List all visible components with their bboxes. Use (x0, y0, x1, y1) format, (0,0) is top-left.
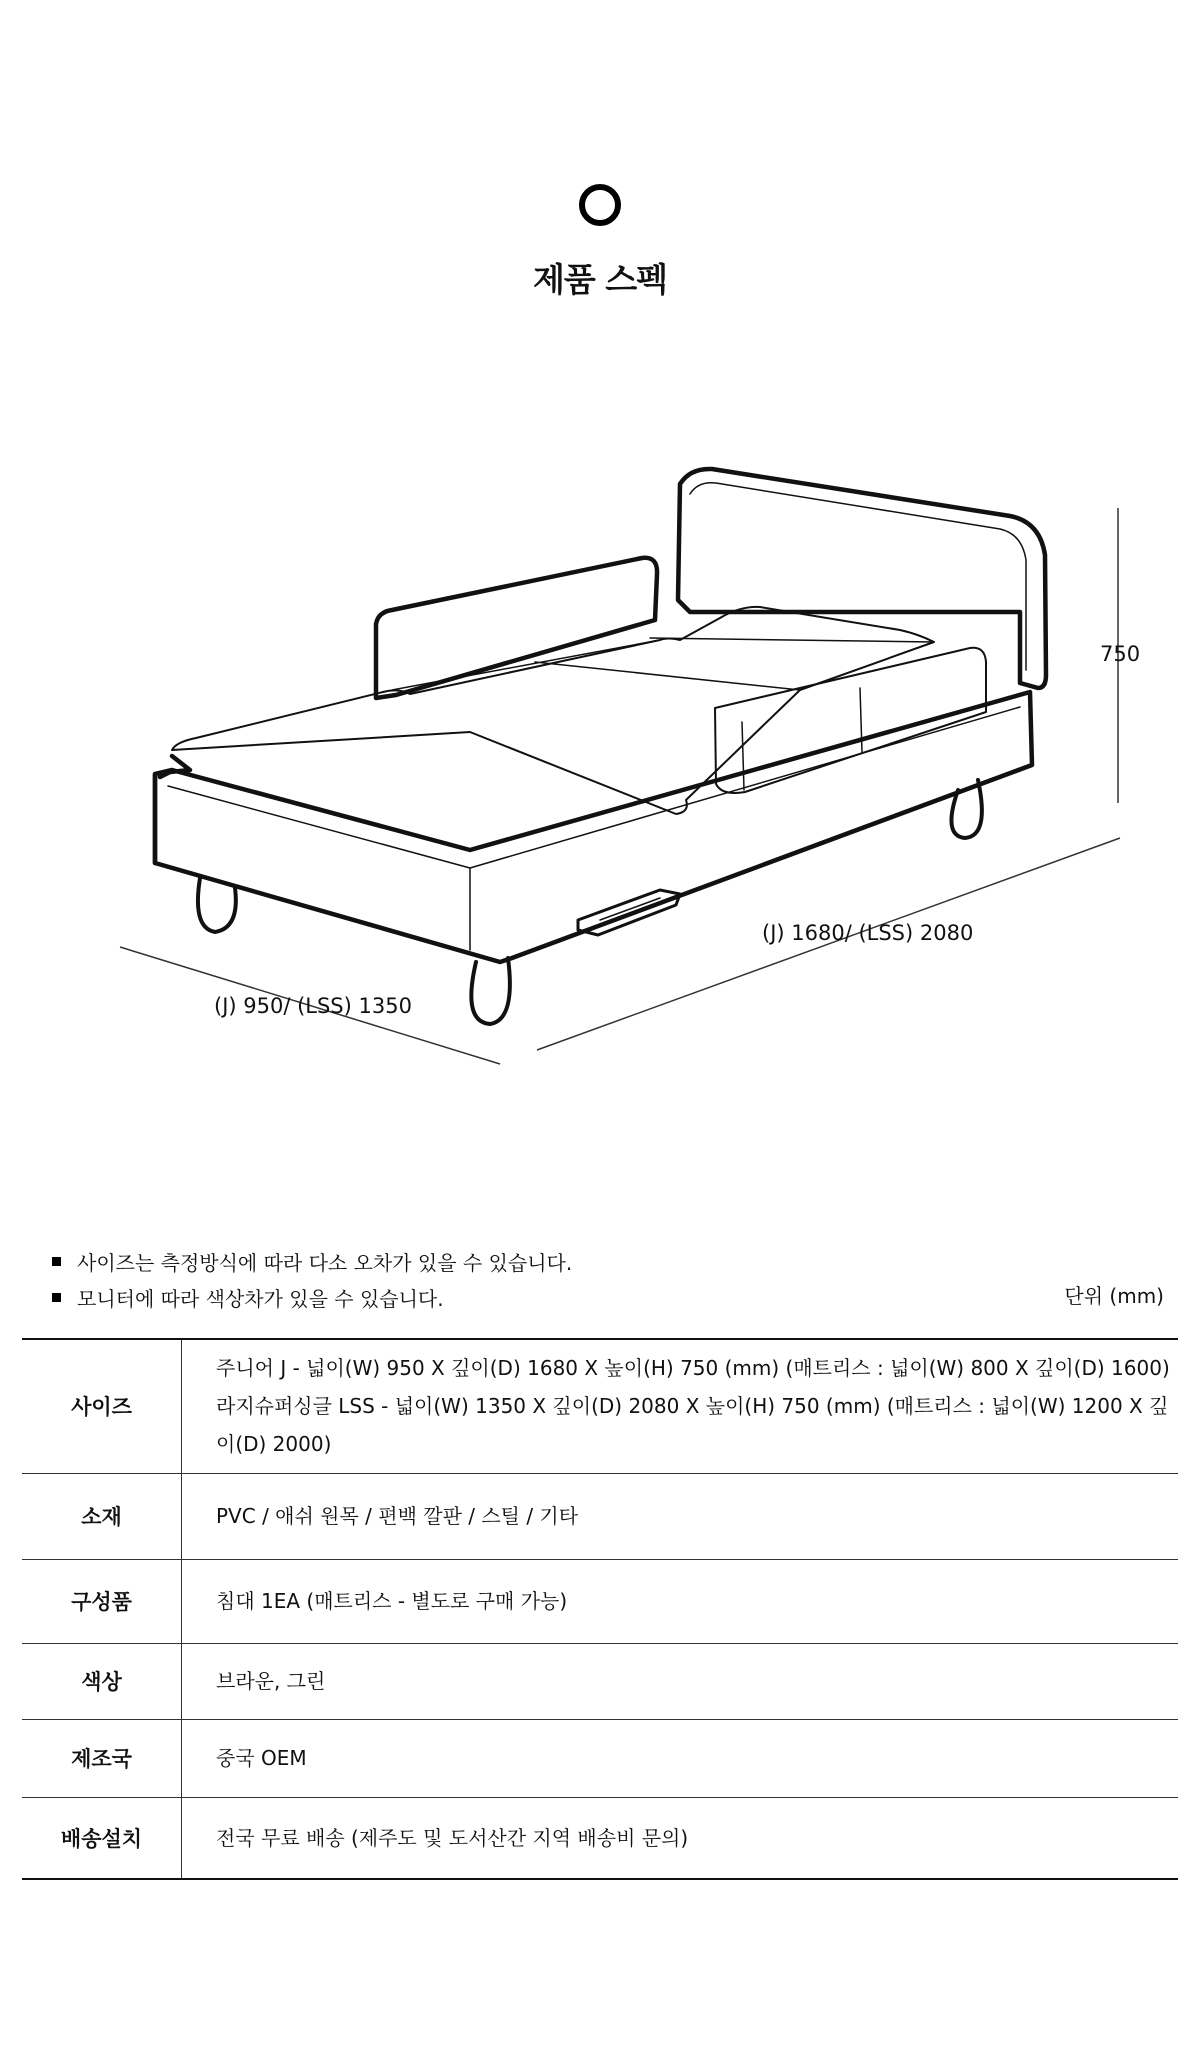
table-row (22, 1559, 1178, 1643)
notice-text: 모니터에 따라 색상차가 있을 수 있습니다. (77, 1286, 444, 1311)
spec-label: 제조국 (22, 1719, 182, 1797)
bed-leg (471, 958, 510, 1024)
spec-label: 사이즈 (22, 1339, 182, 1473)
spec-value: 전국 무료 배송 (제주도 및 도서산간 지역 배송비 문의) (216, 1825, 689, 1850)
spec-table (22, 1338, 1178, 1880)
spec-value: 침대 1EA (매트리스 - 별도로 구매 가능) (216, 1589, 568, 1613)
page-title: 제품 스펙 (532, 260, 667, 299)
length-dimension-label: (J) 1680/ (LSS) 2080 (762, 921, 974, 945)
table-row (22, 1719, 1178, 1797)
side-guard-rail (376, 558, 657, 698)
bullet-icon (52, 1293, 61, 1302)
spec-value: 중국 OEM (216, 1746, 307, 1770)
spec-label: 색상 (22, 1643, 182, 1719)
table-row (22, 1473, 1178, 1559)
spec-value-line: 주니어 J - 넓이(W) 950 X 깊이(D) 1680 X 높이(H) 750 (mm) (매트리스 : 넓이(W) 800 X 깊이(D) 1600) (216, 1356, 1170, 1381)
spec-label: 배송설치 (22, 1797, 182, 1879)
spec-value (182, 1339, 1179, 1473)
bed-illustration (0, 420, 1200, 1100)
headboard (678, 469, 1046, 688)
table-row (22, 1643, 1178, 1719)
spec-label: 소재 (22, 1473, 182, 1559)
notice-text: 사이즈는 측정방식에 따라 다소 오차가 있을 수 있습니다. (77, 1250, 573, 1275)
notice-list (52, 1243, 572, 1315)
unit-label: 단위 (mm) (1064, 1284, 1164, 1308)
spec-value-line: 라지슈퍼싱글 LSS - 넓이(W) 1350 X 깊이(D) 2080 X 높이(H) 750 (mm) (매트리스 : 넓이(W) 1200 X 깊이(D) 2000) (216, 1394, 1169, 1457)
table-row (22, 1797, 1178, 1879)
mattress (172, 607, 934, 814)
circle-marker-icon (579, 184, 621, 226)
spec-value: PVC / 애쉬 원목 / 편백 깔판 / 스틸 / 기타 (216, 1504, 579, 1528)
table-row (22, 1339, 1178, 1473)
notice-item (52, 1243, 572, 1279)
spec-label: 구성품 (22, 1559, 182, 1643)
height-dimension-label: 750 (1100, 642, 1141, 666)
notice-item (52, 1279, 572, 1315)
width-dimension-label: (J) 950/ (LSS) 1350 (214, 994, 412, 1018)
bullet-icon (52, 1257, 61, 1266)
spec-value: 브라운, 그린 (216, 1669, 326, 1693)
